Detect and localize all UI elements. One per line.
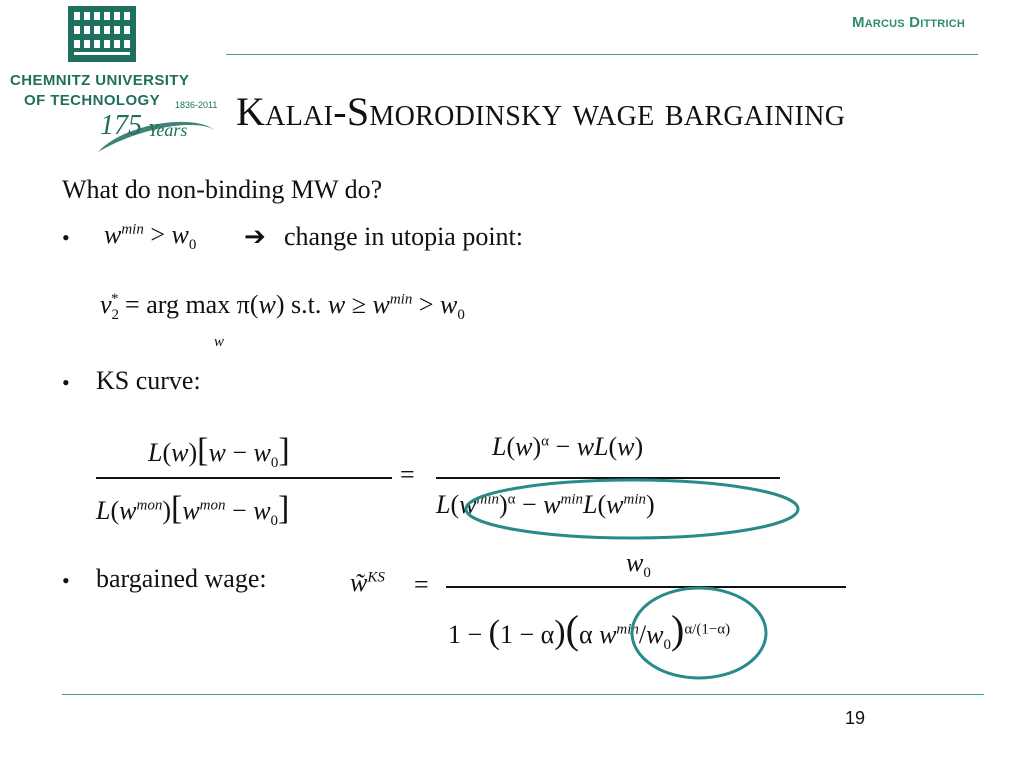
bullet-dot-1: • (62, 225, 70, 250)
wage-highlight-circle (628, 584, 770, 682)
ks-highlight-circle (462, 476, 802, 542)
bullet1-text: change in utopia point: (284, 222, 524, 251)
argmax-subscript: w (214, 334, 225, 350)
ks-equals: = (400, 460, 415, 489)
logo-years-number: 175 (100, 110, 142, 141)
bullet-dot-3: • (62, 568, 70, 593)
st-label: s.t. (291, 290, 322, 319)
ks-rhs-numerator: $L(w)^\alpha - wL(w)$ (492, 432, 644, 461)
argmax-label: arg max (146, 290, 231, 319)
bullet3-label: bargained wage: (96, 564, 267, 593)
wage-equals: = (414, 570, 429, 599)
footer-divider (62, 694, 984, 695)
ks-lhs-numerator: $L(w)[w - w_0]$ (148, 432, 290, 472)
page-number: 19 (845, 708, 866, 728)
ks-lhs-denominator: $L(w^{mon})[w^{mon} - w_0]$ (96, 490, 290, 530)
arrow-icon: ➔ (244, 222, 266, 251)
ks-lhs-fraction-bar (96, 477, 392, 479)
logo-years-word: Years (148, 120, 188, 140)
slide-question: What do non-binding MW do? (62, 175, 383, 204)
utopia-equation: $v_2^*$ = arg max π(w) s.t. $w \ge w^{min} > w_0$ (100, 290, 465, 324)
bullet2-label: KS curve: (96, 366, 201, 395)
ks-rhs-denominator: $L(w^{min})^\alpha - w^{min}L(w^{min})$ (436, 490, 655, 519)
logo-university-line2: OF TECHNOLOGY (24, 92, 161, 109)
slide-title: Kalai-Smorodinsky wage bargaining (236, 89, 846, 134)
wage-numerator: $w_0$ (626, 548, 651, 582)
wage-lhs: w̃$^{KS}$ (350, 568, 385, 597)
bullet-dot-2: • (62, 370, 70, 395)
logo-university-line1: CHEMNITZ UNIVERSITY (10, 72, 190, 89)
wage-denominator: 1 − (1 − α)(α $w^{min}/w_0)^{\alpha/(1-\alpha)}$ (448, 607, 731, 654)
bullet1-formula: $w^{min} > w_0$ (104, 220, 197, 254)
header-divider (226, 54, 978, 55)
logo-dates: 1836-2011 (175, 100, 218, 110)
author-name: Marcus Dittrich (852, 14, 965, 31)
